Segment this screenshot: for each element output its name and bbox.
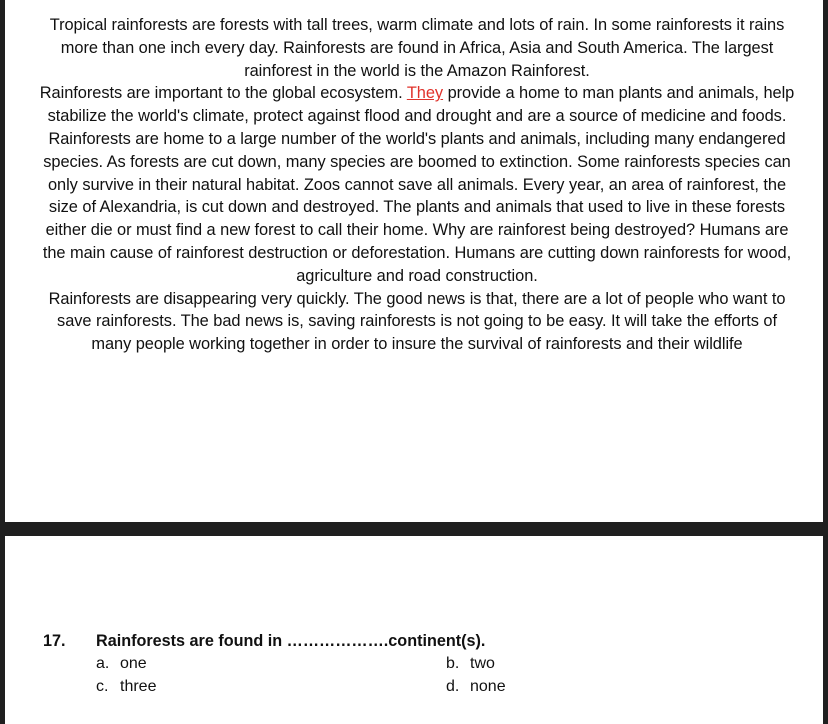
option-letter: a.: [96, 655, 110, 672]
highlighted-word: They: [406, 84, 444, 103]
passage-paragraph-2: [37, 82, 797, 128]
option-a[interactable]: [96, 655, 147, 673]
reading-passage: [37, 14, 797, 356]
option-text: two: [470, 655, 495, 672]
passage-paragraph-2-end: provide a home to man plants and animals, help stabilize the world's climate, protect against flood and drought and are a source of medicine and foods.: [47, 84, 795, 126]
passage-paragraph-3: Rainforests are home to a large number of the world's plants and animals, including many endangered species. As forests are cut down, many species are boomed to extinction. Some rainforests species can only survive in their natural habitat. Zoos cannot save all animals. Every year, an area of rainforest, the size of Alexandria, is cut down and destroyed. The plants and animals that used to live in these forests either die or must find a new forest to call their home. Why are rainforest being destroyed? Humans are the main cause of rainforest destruction or deforestation. Humans are cutting down rainforests for wood, agriculture and road construction.: [42, 129, 792, 285]
question-number: 17.: [43, 632, 66, 650]
option-c[interactable]: [96, 678, 156, 696]
option-b[interactable]: [446, 655, 495, 673]
option-text: three: [120, 678, 157, 695]
passage-paragraph-1: Tropical rainforests are forests with tall trees, warm climate and lots of rain. In some rainforests it rains more than one inch every day. Rainforests are found in Africa, Asia and South America. The largest rainforest in the world is the Amazon Rainforest.: [49, 16, 785, 80]
option-text: one: [120, 655, 147, 672]
passage-paragraph-4: Rainforests are disappearing very quickly. The good news is that, there are a lot of people who want to save rainforests. The bad news is, saving rainforests is not going to be easy. It will take the efforts of many people working together in order to insure the survival of rainforests and their wildlife: [48, 289, 786, 354]
option-letter: b.: [446, 655, 460, 672]
option-letter: c.: [96, 678, 109, 695]
option-text: none: [470, 678, 506, 695]
question-page: [5, 536, 823, 724]
passage-paragraph-2-start: Rainforests are important to the global ecosystem.: [39, 84, 407, 103]
question-stem: Rainforests are found in ……………….continent(s).: [96, 632, 486, 650]
option-d[interactable]: [446, 678, 506, 696]
option-letter: d.: [446, 678, 460, 695]
reading-page: [5, 0, 823, 522]
